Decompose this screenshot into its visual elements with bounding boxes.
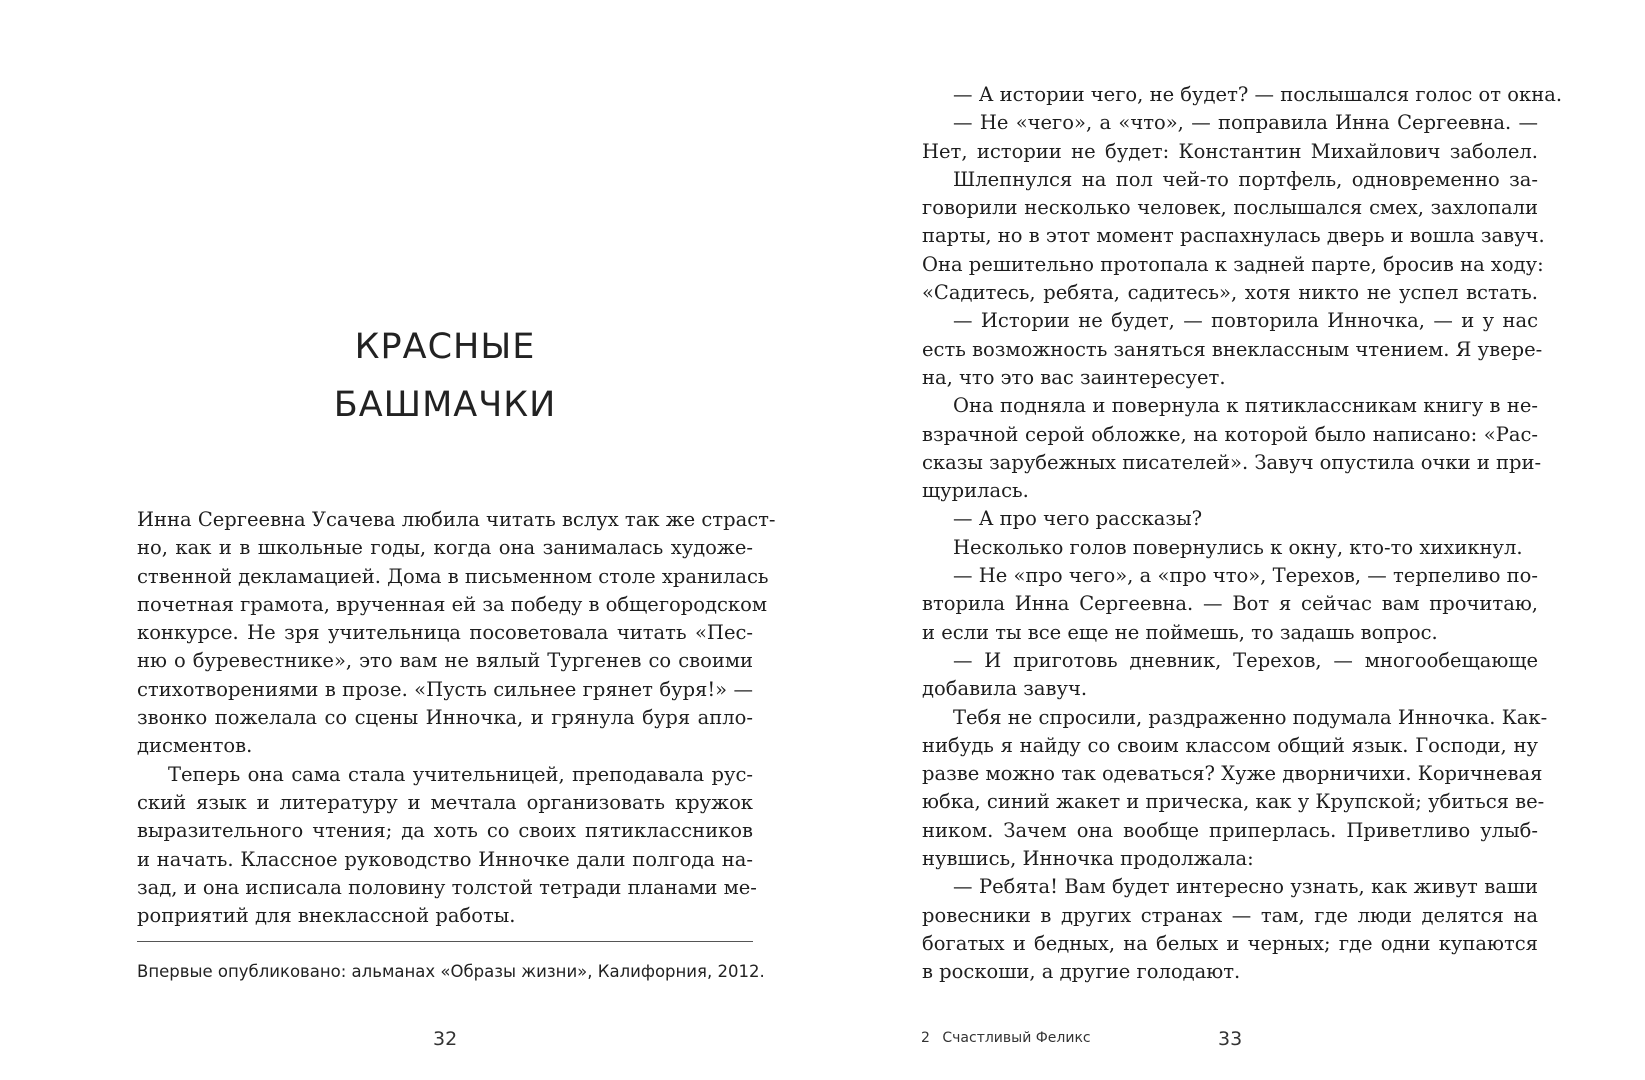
text-line: но, как и в школьные годы, когда она занималась художе- bbox=[137, 536, 753, 560]
text-line: взрачной серой обложке, на которой было написано: «Рас- bbox=[922, 422, 1538, 446]
text-line: сказы зарубежных писателей». Завуч опустила очки и при- bbox=[922, 450, 1542, 474]
text-line: ню о буревестнике», это вам не вялый Тургенев со своими bbox=[137, 649, 753, 673]
text-line: Тебя не спросили, раздраженно подумала Инночка. Как- bbox=[953, 705, 1548, 729]
text-line: нибудь я найду со своим классом общий язык. Господи, ну bbox=[922, 733, 1538, 757]
text-line: говорили несколько человек, послышался смех, захлопали bbox=[922, 196, 1538, 220]
right-page bbox=[822, 0, 1645, 1080]
printer-signature bbox=[921, 1030, 1091, 1046]
text-line: парты, но в этот момент распахнулась дверь и вошла завуч. bbox=[922, 224, 1545, 248]
text-line: нувшись, Инночка продолжала: bbox=[922, 847, 1254, 871]
right-body-text bbox=[922, 81, 1563, 987]
text-line: добавила завуч. bbox=[922, 677, 1088, 701]
chapter-title bbox=[137, 318, 753, 434]
signature-title: Счастливый Феликс bbox=[942, 1030, 1091, 1046]
text-line: разве можно так одеваться? Хуже дворничихи. Коричневая bbox=[922, 762, 1543, 786]
chapter-title-line: БАШМАЧКИ bbox=[333, 385, 557, 425]
left-body-text bbox=[137, 506, 776, 930]
text-line: — А про чего рассказы? bbox=[953, 507, 1203, 531]
text-line: юбка, синий жакет и прическа, как у Крупской; убиться ве- bbox=[922, 790, 1545, 814]
text-line: богатых и бедных, на белых и черных; где одни купаются bbox=[922, 931, 1538, 955]
left-page bbox=[0, 0, 822, 1080]
text-line: ровесники в других странах — там, где люди делятся на bbox=[922, 903, 1538, 927]
text-line: ником. Зачем она вообще приперлась. Приветливо улыб- bbox=[922, 818, 1538, 842]
text-line: Теперь она сама стала учительницей, преподавала рус- bbox=[168, 762, 753, 786]
text-line: Нет, истории не будет: Константин Михайлович заболел. bbox=[922, 139, 1538, 163]
signature-number: 2 bbox=[921, 1030, 930, 1046]
text-line: «Садитесь, ребята, садитесь», хотя никто не успел встать. bbox=[922, 281, 1538, 305]
text-line: — И приготовь дневник, Терехов, — многообещающе bbox=[953, 648, 1538, 672]
text-line: есть возможность заняться внеклассным чтением. Я увере- bbox=[922, 337, 1543, 361]
text-line: выразительного чтения; да хоть со своих пятиклассников bbox=[137, 819, 753, 843]
footnote: Впервые опубликовано: альманах «Образы жизни», Калифорния, 2012. bbox=[137, 962, 765, 981]
text-line: Шлепнулся на пол чей-то портфель, одновременно за- bbox=[953, 167, 1538, 191]
text-line: — А истории чего, не будет? — послышался голос от окна. bbox=[953, 83, 1563, 106]
text-line: Она решительно протопала к задней парте, бросив на ходу: bbox=[922, 252, 1544, 276]
text-line: Она подняла и повернула к пятиклассникам книгу в не- bbox=[953, 394, 1538, 418]
text-line: конкурсе. Не зря учительница посоветовала читать «Пес- bbox=[137, 621, 753, 645]
text-line: почетная грамота, врученная ей за победу в общегородском bbox=[137, 592, 768, 616]
text-line: зад, и она исписала половину толстой тетради планами ме- bbox=[137, 875, 757, 899]
text-line: ственной декламацией. Дома в письменном столе хранилась bbox=[137, 564, 769, 588]
text-line: звонко пожелала со сцены Инночка, и грянула буря апло- bbox=[137, 706, 753, 730]
text-line: вторила Инна Сергеевна. — Вот я сейчас вам прочитаю, bbox=[922, 592, 1538, 616]
text-line: — Не «чего», а «что», — поправила Инна Сергеевна. — bbox=[953, 111, 1538, 135]
text-line: щурилась. bbox=[922, 479, 1029, 503]
text-line: роприятий для внеклассной работы. bbox=[137, 904, 516, 928]
text-line: дисментов. bbox=[137, 734, 253, 758]
text-line: ский язык и литературу и мечтала организовать кружок bbox=[137, 790, 753, 814]
page-number-left: 32 bbox=[433, 1028, 458, 1050]
text-line: — Истории не будет, — повторила Инночка, — и у нас bbox=[953, 309, 1538, 333]
text-line: стихотворениями в прозе. «Пусть сильнее грянет буря!» — bbox=[137, 677, 753, 701]
text-line: Несколько голов повернулись к окну, кто-то хихикнул. bbox=[953, 535, 1523, 559]
page-number-right: 33 bbox=[1218, 1028, 1243, 1050]
text-line: в роскоши, а другие голодают. bbox=[922, 960, 1241, 984]
text-line: и начать. Классное руководство Инночке дали полгода на- bbox=[137, 847, 753, 871]
text-line: — Не «про чего», а «про что», Терехов, — терпеливо по- bbox=[953, 564, 1538, 588]
chapter-title-line: КРАСНЫЕ bbox=[354, 327, 536, 367]
footnote-divider bbox=[137, 941, 753, 942]
text-line: Инна Сергеевна Усачева любила читать вслух так же страст- bbox=[137, 508, 776, 531]
text-line: — Ребята! Вам будет интересно узнать, как живут ваши bbox=[953, 875, 1538, 899]
text-line: и если ты все еще не поймешь, то задашь вопрос. bbox=[922, 620, 1438, 644]
text-line: на, что это вас заинтересует. bbox=[922, 365, 1226, 389]
